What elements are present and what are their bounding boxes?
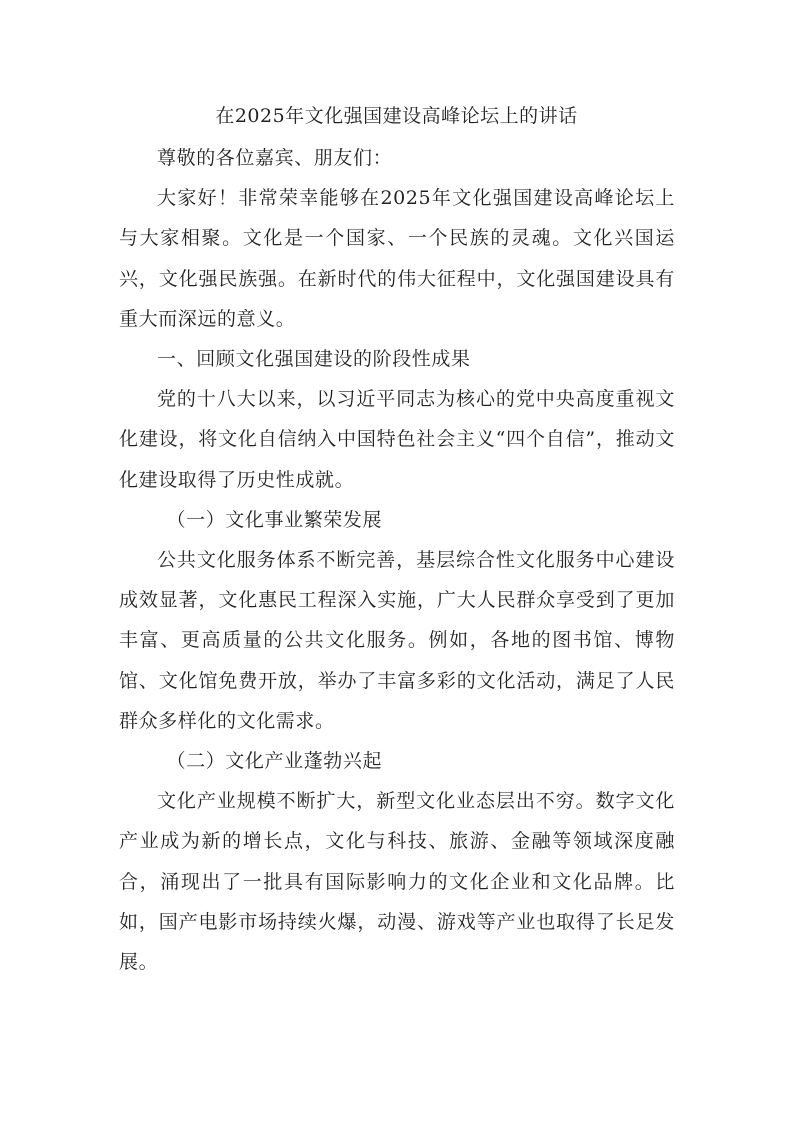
section-heading-1: 一、回顾文化强国建设的阶段性成果 <box>157 348 471 371</box>
body-paragraph: 文化产业规模不断扩大，新型文化业态层出不穷。数字文化产业成为新的增长点，文化与科技、旅游、金融等领域深度融合，涌现出了一批具有国际影响力的文化企业和文化品牌。比如，国产电影市场持续火爆，动漫、游戏等产业也取得了长足发展。 <box>119 790 675 974</box>
subsection-heading-2: （二）文化产业蓬勃兴起 <box>166 750 383 773</box>
body-paragraph: 党的十八大以来，以习近平同志为核心的党中央高度重视文化建设，将文化自信纳入中国特色社会主义“四个自信”，推动文化建设取得了历史性成就。 <box>119 388 675 491</box>
document-title: 在2025年文化强国建设高峰论坛上的讲话 <box>215 105 578 127</box>
opening-paragraph: 大家好！非常荣幸能够在2025年文化强国建设高峰论坛上与大家相聚。文化是一个国家、一个民族的灵魂。文化兴国运兴，文化强民族强。在新时代的伟大征程中，文化强国建设具有重大而深远的意义。 <box>119 187 675 330</box>
subsection-heading-1: （一）文化事业繁荣发展 <box>166 508 383 531</box>
salutation-paragraph: 尊敬的各位嘉宾、朋友们： <box>157 147 393 169</box>
document-body <box>119 138 675 982</box>
body-paragraph: 公共文化服务体系不断完善，基层综合性文化服务中心建设成效显著，文化惠民工程深入实施，广大人民群众享受到了更加丰富、更高质量的公共文化服务。例如，各地的图书馆、博物馆、文化馆免费开放，举办了丰富多彩的文化活动，满足了人民群众多样化的文化需求。 <box>119 549 675 732</box>
